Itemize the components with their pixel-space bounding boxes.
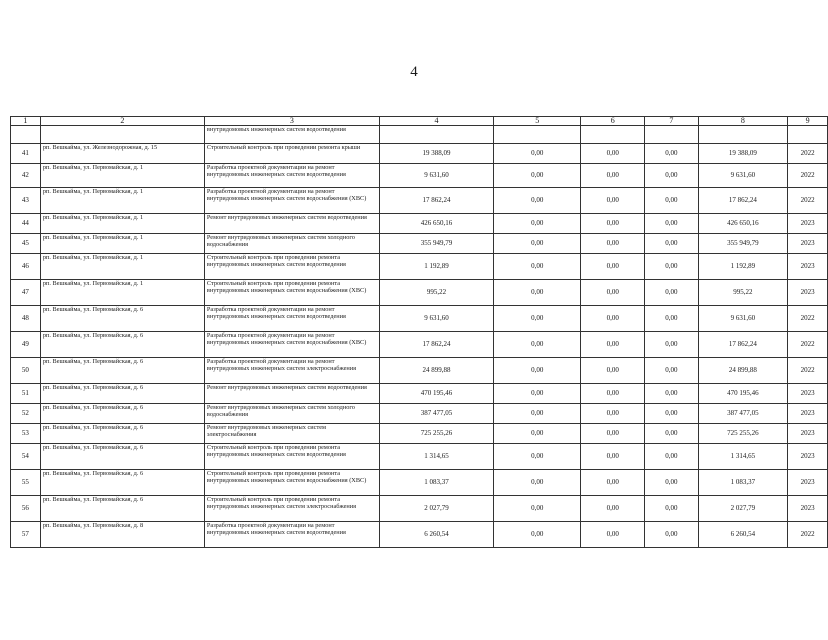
continuation-row	[11, 126, 828, 144]
row-value-col7: 0,00	[645, 144, 699, 164]
table-row	[11, 496, 828, 522]
row-number: 53	[11, 424, 41, 444]
row-year: 2023	[788, 424, 828, 444]
row-value-col4: 995,22	[379, 280, 493, 306]
row-value-col4: 9 631,60	[379, 164, 493, 188]
row-value-col6: 0,00	[581, 496, 645, 522]
row-value-col8: 9 631,60	[698, 306, 787, 332]
row-value-col4: 17 862,24	[379, 188, 493, 214]
column-header: 7	[645, 117, 699, 126]
row-work-description: Разработка проектной документации на ремонт внутридомовых инженерных систем водоотведения	[204, 522, 379, 548]
row-work-description: Строительный контроль при проведении ремонта внутридомовых инженерных систем водоснабжения (ХВС)	[204, 280, 379, 306]
row-value-col6: 0,00	[581, 214, 645, 234]
row-number	[11, 126, 41, 144]
row-address: рп. Вешкайма, ул. Железнодорожная, д. 15	[40, 144, 204, 164]
row-number: 43	[11, 188, 41, 214]
row-work-description: Строительный контроль при проведении ремонта крыши	[204, 144, 379, 164]
row-year: 2023	[788, 254, 828, 280]
row-value-col7: 0,00	[645, 404, 699, 424]
row-work-description: Ремонт внутридомовых инженерных систем холодного водоснабжения	[204, 234, 379, 254]
table-row	[11, 444, 828, 470]
row-value-col6: 0,00	[581, 384, 645, 404]
row-work-description: Ремонт внутридомовых инженерных систем холодного водоснабжения	[204, 404, 379, 424]
row-address: рп. Вешкайма, ул. Первомайская, д. 1	[40, 214, 204, 234]
row-work-description: Ремонт внутридомовых инженерных систем водоотведения	[204, 384, 379, 404]
row-value-col4: 355 949,79	[379, 234, 493, 254]
row-value-col5: 0,00	[494, 522, 581, 548]
column-header: 9	[788, 117, 828, 126]
row-value-col4	[379, 126, 493, 144]
row-value-col5: 0,00	[494, 424, 581, 444]
row-address: рп. Вешкайма, ул. Первомайская, д. 6	[40, 358, 204, 384]
row-value-col5: 0,00	[494, 384, 581, 404]
row-value-col7	[645, 126, 699, 144]
table-row	[11, 254, 828, 280]
row-value-col4: 1 192,89	[379, 254, 493, 280]
row-value-col7: 0,00	[645, 358, 699, 384]
row-value-col5: 0,00	[494, 214, 581, 234]
row-value-col8: 470 195,46	[698, 384, 787, 404]
row-value-col5: 0,00	[494, 234, 581, 254]
table-row	[11, 144, 828, 164]
table-row	[11, 214, 828, 234]
row-year: 2022	[788, 188, 828, 214]
table-row	[11, 164, 828, 188]
row-value-col8: 9 631,60	[698, 164, 787, 188]
row-number: 44	[11, 214, 41, 234]
row-value-col7: 0,00	[645, 254, 699, 280]
row-value-col7: 0,00	[645, 522, 699, 548]
row-value-col8: 24 899,88	[698, 358, 787, 384]
row-value-col4: 426 650,16	[379, 214, 493, 234]
row-value-col5: 0,00	[494, 358, 581, 384]
row-work-description: внутридомовых инженерных систем водоотведения	[204, 126, 379, 144]
row-value-col4: 1 083,37	[379, 470, 493, 496]
row-number: 56	[11, 496, 41, 522]
row-value-col4: 1 314,65	[379, 444, 493, 470]
row-value-col4: 24 899,88	[379, 358, 493, 384]
row-value-col5: 0,00	[494, 496, 581, 522]
table-row	[11, 358, 828, 384]
row-year: 2023	[788, 470, 828, 496]
row-value-col5: 0,00	[494, 470, 581, 496]
row-number: 47	[11, 280, 41, 306]
row-value-col4: 9 631,60	[379, 306, 493, 332]
row-year: 2023	[788, 496, 828, 522]
row-value-col5: 0,00	[494, 280, 581, 306]
row-value-col4: 725 255,26	[379, 424, 493, 444]
row-work-description: Ремонт внутридомовых инженерных систем электроснабжения	[204, 424, 379, 444]
row-value-col7: 0,00	[645, 384, 699, 404]
row-number: 46	[11, 254, 41, 280]
row-value-col5: 0,00	[494, 404, 581, 424]
row-value-col8: 1 192,89	[698, 254, 787, 280]
row-year: 2023	[788, 404, 828, 424]
row-value-col6: 0,00	[581, 424, 645, 444]
row-value-col7: 0,00	[645, 214, 699, 234]
row-address: рп. Вешкайма, ул. Первомайская, д. 1	[40, 254, 204, 280]
row-value-col5: 0,00	[494, 306, 581, 332]
table-body	[11, 126, 828, 548]
row-value-col4: 387 477,05	[379, 404, 493, 424]
row-value-col6: 0,00	[581, 234, 645, 254]
row-value-col5: 0,00	[494, 188, 581, 214]
table-row	[11, 280, 828, 306]
row-value-col4: 6 260,54	[379, 522, 493, 548]
row-value-col7: 0,00	[645, 234, 699, 254]
capital-repair-table	[10, 116, 828, 548]
row-value-col8	[698, 126, 787, 144]
row-value-col7: 0,00	[645, 444, 699, 470]
row-value-col7: 0,00	[645, 188, 699, 214]
row-address: рп. Вешкайма, ул. Первомайская, д. 6	[40, 496, 204, 522]
row-work-description: Разработка проектной документации на ремонт внутридомовых инженерных систем водоснабжения (ХВС)	[204, 332, 379, 358]
row-year: 2022	[788, 144, 828, 164]
table-row	[11, 188, 828, 214]
column-header: 6	[581, 117, 645, 126]
row-address	[40, 126, 204, 144]
row-number: 41	[11, 144, 41, 164]
column-header: 2	[40, 117, 204, 126]
row-value-col5: 0,00	[494, 144, 581, 164]
table-row	[11, 404, 828, 424]
row-value-col8: 6 260,54	[698, 522, 787, 548]
row-address: рп. Вешкайма, ул. Первомайская, д. 6	[40, 470, 204, 496]
row-address: рп. Вешкайма, ул. Первомайская, д. 6	[40, 384, 204, 404]
row-work-description: Строительный контроль при проведении ремонта внутридомовых инженерных систем водоотведения	[204, 254, 379, 280]
row-value-col8: 995,22	[698, 280, 787, 306]
row-value-col6: 0,00	[581, 254, 645, 280]
row-value-col6: 0,00	[581, 164, 645, 188]
row-value-col4: 2 027,79	[379, 496, 493, 522]
column-header: 1	[11, 117, 41, 126]
row-work-description: Разработка проектной документации на ремонт внутридомовых инженерных систем водоотведения	[204, 164, 379, 188]
row-value-col5: 0,00	[494, 254, 581, 280]
row-value-col8: 725 255,26	[698, 424, 787, 444]
row-number: 57	[11, 522, 41, 548]
row-value-col7: 0,00	[645, 496, 699, 522]
row-value-col7: 0,00	[645, 306, 699, 332]
row-value-col7: 0,00	[645, 424, 699, 444]
row-value-col8: 387 477,05	[698, 404, 787, 424]
row-address: рп. Вешкайма, ул. Первомайская, д. 6	[40, 332, 204, 358]
row-work-description: Разработка проектной документации на ремонт внутридомовых инженерных систем водоотведения	[204, 306, 379, 332]
row-value-col5: 0,00	[494, 164, 581, 188]
row-year: 2023	[788, 214, 828, 234]
row-value-col4: 19 388,09	[379, 144, 493, 164]
row-value-col6: 0,00	[581, 332, 645, 358]
page-number: 4	[410, 64, 418, 80]
table-row	[11, 332, 828, 358]
row-address: рп. Вешкайма, ул. Первомайская, д. 8	[40, 522, 204, 548]
table-row	[11, 306, 828, 332]
row-work-description: Строительный контроль при проведении ремонта внутридомовых инженерных систем водоснабжения (ХВС)	[204, 470, 379, 496]
row-number: 54	[11, 444, 41, 470]
row-value-col7: 0,00	[645, 164, 699, 188]
table-row	[11, 384, 828, 404]
column-header: 5	[494, 117, 581, 126]
row-address: рп. Вешкайма, ул. Первомайская, д. 6	[40, 306, 204, 332]
row-value-col5: 0,00	[494, 332, 581, 358]
row-number: 51	[11, 384, 41, 404]
row-value-col6: 0,00	[581, 444, 645, 470]
row-value-col6: 0,00	[581, 188, 645, 214]
row-value-col6: 0,00	[581, 470, 645, 496]
row-value-col6: 0,00	[581, 358, 645, 384]
table-row	[11, 470, 828, 496]
row-value-col8: 17 862,24	[698, 188, 787, 214]
row-year: 2023	[788, 444, 828, 470]
row-value-col4: 470 195,46	[379, 384, 493, 404]
row-work-description: Строительный контроль при проведении ремонта внутридомовых инженерных систем водоотведения	[204, 444, 379, 470]
row-value-col6	[581, 126, 645, 144]
row-year: 2023	[788, 234, 828, 254]
row-address: рп. Вешкайма, ул. Первомайская, д. 1	[40, 234, 204, 254]
row-address: рп. Вешкайма, ул. Первомайская, д. 6	[40, 424, 204, 444]
row-work-description: Ремонт внутридомовых инженерных систем водоотведения	[204, 214, 379, 234]
row-work-description: Разработка проектной документации на ремонт внутридомовых инженерных систем электроснабжения	[204, 358, 379, 384]
row-number: 55	[11, 470, 41, 496]
row-year: 2022	[788, 164, 828, 188]
row-number: 48	[11, 306, 41, 332]
row-address: рп. Вешкайма, ул. Первомайская, д. 1	[40, 188, 204, 214]
row-address: рп. Вешкайма, ул. Первомайская, д. 1	[40, 164, 204, 188]
header-row	[11, 117, 828, 126]
row-value-col6: 0,00	[581, 280, 645, 306]
table-row	[11, 522, 828, 548]
row-work-description: Строительный контроль при проведении ремонта внутридомовых инженерных систем электроснабжения	[204, 496, 379, 522]
row-year: 2022	[788, 332, 828, 358]
column-header: 4	[379, 117, 493, 126]
row-value-col8: 2 027,79	[698, 496, 787, 522]
row-number: 42	[11, 164, 41, 188]
row-value-col7: 0,00	[645, 470, 699, 496]
row-year: 2022	[788, 306, 828, 332]
row-year: 2023	[788, 384, 828, 404]
row-address: рп. Вешкайма, ул. Первомайская, д. 6	[40, 444, 204, 470]
row-value-col6: 0,00	[581, 144, 645, 164]
row-value-col5	[494, 126, 581, 144]
row-value-col6: 0,00	[581, 404, 645, 424]
row-value-col8: 1 083,37	[698, 470, 787, 496]
row-value-col8: 355 949,79	[698, 234, 787, 254]
row-number: 45	[11, 234, 41, 254]
row-value-col6: 0,00	[581, 522, 645, 548]
row-address: рп. Вешкайма, ул. Первомайская, д. 1	[40, 280, 204, 306]
row-value-col7: 0,00	[645, 332, 699, 358]
row-number: 50	[11, 358, 41, 384]
row-value-col4: 17 862,24	[379, 332, 493, 358]
column-header: 8	[698, 117, 787, 126]
row-value-col8: 19 388,09	[698, 144, 787, 164]
row-value-col6: 0,00	[581, 306, 645, 332]
row-year: 2023	[788, 280, 828, 306]
row-value-col7: 0,00	[645, 280, 699, 306]
row-year: 2022	[788, 358, 828, 384]
row-number: 52	[11, 404, 41, 424]
row-year	[788, 126, 828, 144]
row-number: 49	[11, 332, 41, 358]
row-value-col8: 1 314,65	[698, 444, 787, 470]
row-value-col8: 17 862,24	[698, 332, 787, 358]
row-year: 2022	[788, 522, 828, 548]
row-value-col8: 426 650,16	[698, 214, 787, 234]
row-work-description: Разработка проектной документации на ремонт внутридомовых инженерных систем водоснабжения (ХВС)	[204, 188, 379, 214]
row-address: рп. Вешкайма, ул. Первомайская, д. 6	[40, 404, 204, 424]
column-header: 3	[204, 117, 379, 126]
table-row	[11, 424, 828, 444]
row-value-col5: 0,00	[494, 444, 581, 470]
table-row	[11, 234, 828, 254]
